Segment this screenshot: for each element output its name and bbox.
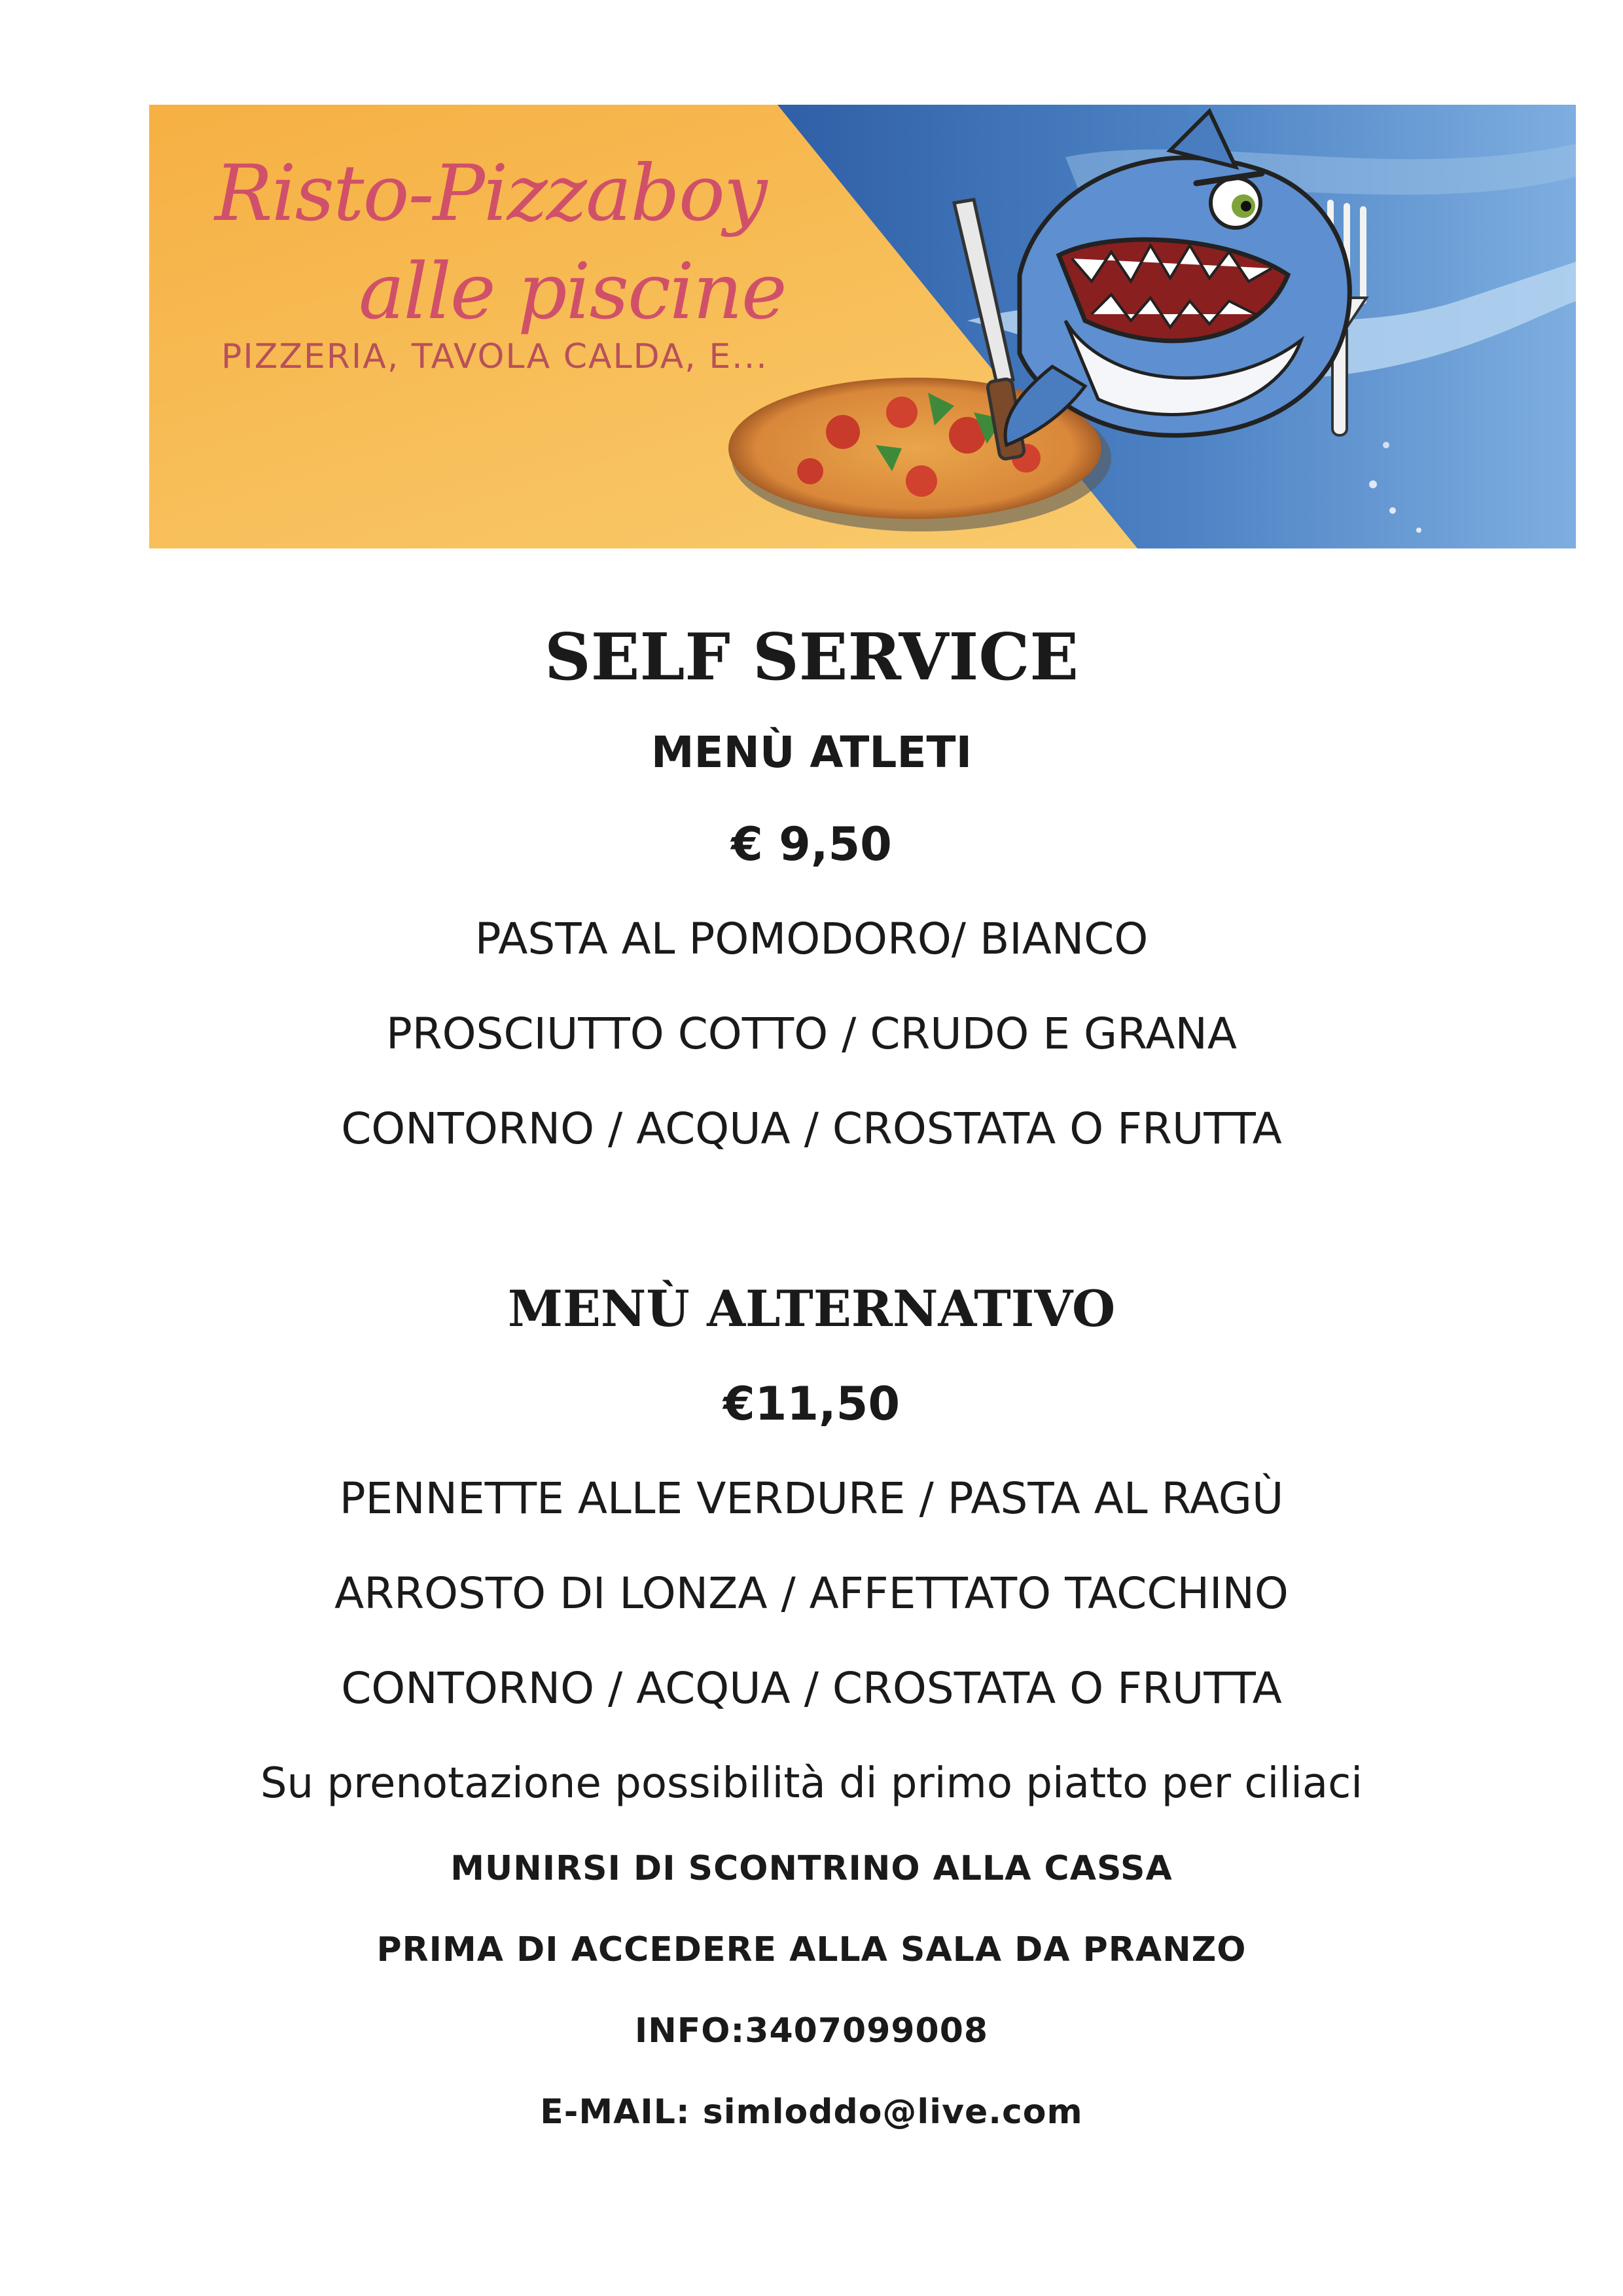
menu-atleti-title: MENÙ ATLETI: [651, 727, 972, 778]
menu-atleti-item: PROSCIUTTO COTTO / CRUDO E GRANA: [385, 1009, 1238, 1059]
dining-room-notice: PRIMA DI ACCEDERE ALLA SALA DA PRANZO: [376, 1930, 1247, 1969]
menu-alternativo-item: PENNETTE ALLE VERDURE / PASTA AL RAGÙ: [339, 1473, 1284, 1524]
info-phone: INFO:3407099008: [634, 2011, 989, 2051]
menu-atleti-price: € 9,50: [731, 817, 892, 871]
page-title: SELF SERVICE: [544, 620, 1079, 695]
receipt-notice: MUNIRSI DI SCONTRINO ALLA CASSA: [450, 1849, 1173, 1888]
brand-tagline: PIZZERIA, TAVOLA CALDA, E...: [221, 337, 768, 376]
contact-email: E-MAIL: simloddo@live.com: [540, 2092, 1083, 2132]
brand-title-line2: alle piscine: [359, 246, 786, 336]
menu-alternativo-item: CONTORNO / ACQUA / CROSTATA O FRUTTA: [341, 1663, 1282, 1713]
menu-alternativo-price: €11,50: [722, 1377, 901, 1431]
menu-alternativo-title: MENÙ ALTERNATIVO: [507, 1280, 1116, 1338]
menu-atleti-item: PASTA AL POMODORO/ BIANCO: [474, 914, 1149, 964]
brand-title-line1: Risto-Pizzaboy: [215, 148, 766, 238]
menu-alternativo-item: ARROSTO DI LONZA / AFFETTATO TACCHINO: [334, 1568, 1289, 1619]
menu-content: [0, 615, 1623, 2138]
menu-atleti-item: CONTORNO / ACQUA / CROSTATA O FRUTTA: [341, 1103, 1282, 1154]
header-banner: [149, 105, 1576, 548]
celiac-note: Su prenotazione possibilità di primo piatto per ciliaci: [260, 1759, 1363, 1808]
brand-title: [215, 144, 786, 340]
